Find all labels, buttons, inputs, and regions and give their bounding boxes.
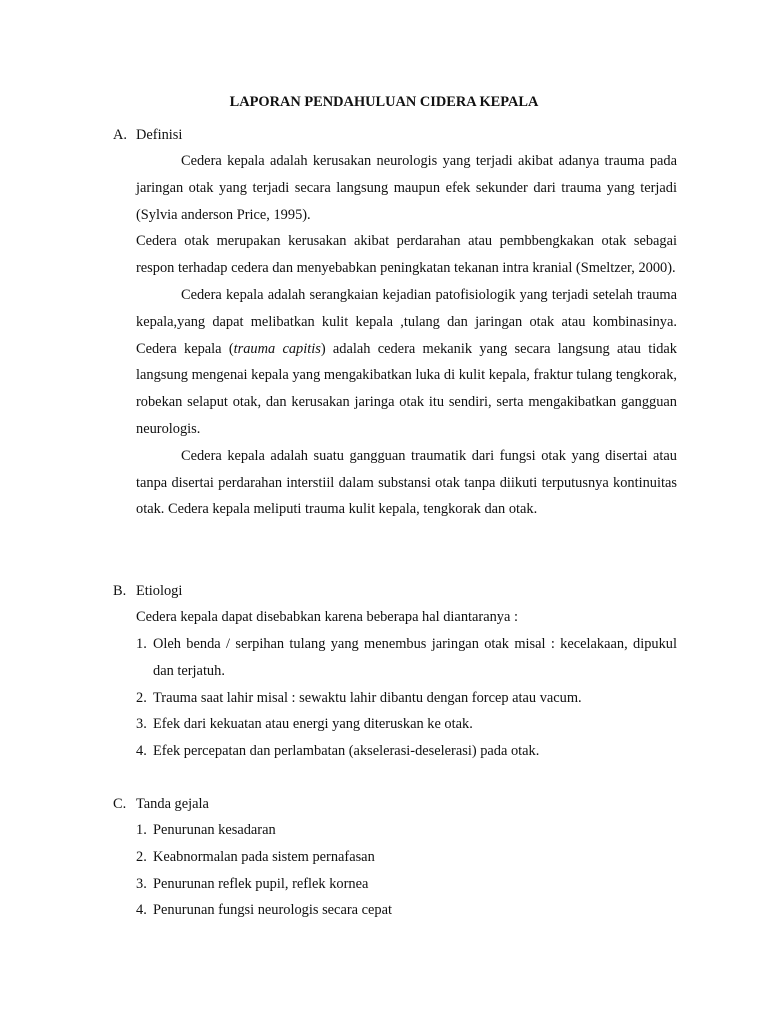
section-a-heading bbox=[113, 127, 182, 144]
list-number: 2. bbox=[136, 689, 147, 706]
list-item-text: Penurunan reflek pupil, reflek kornea bbox=[153, 875, 369, 892]
list-item-text: Penurunan kesadaran bbox=[153, 822, 276, 838]
list-item-text: Efek percepatan dan perlambatan (akselerasi-deselerasi) pada otak. bbox=[153, 743, 540, 760]
list-item-text: Trauma saat lahir misal : sewaktu lahir dibantu dengan forcep atau vacum. bbox=[153, 689, 582, 706]
list-number: 3. bbox=[136, 716, 147, 733]
list-item-text: Efek dari kekuatan atau energi yang diteruskan ke otak. bbox=[153, 716, 473, 733]
list-item bbox=[136, 711, 677, 738]
list-item-text: Oleh benda / serpihan tulang yang menembus jaringan otak misal : kecelakaan, dipukul dan terjatuh. bbox=[153, 636, 677, 679]
etiologi-list bbox=[136, 631, 677, 765]
section-b-heading bbox=[113, 583, 182, 600]
section-b-intro bbox=[136, 604, 677, 631]
list-item bbox=[136, 631, 677, 685]
list-number: 4. bbox=[136, 902, 147, 919]
list-number: 4. bbox=[136, 743, 147, 760]
section-title: Definisi bbox=[136, 127, 183, 143]
section-title: Etiologi bbox=[136, 583, 183, 599]
paragraph: Cedera kepala adalah kerusakan neurologis yang terjadi akibat adanya trauma pada jaringan otak yang terjadi secara langsung maupun efek sekunder dari trauma yang terjadi (Sylvia anderson Price, 1995). bbox=[136, 153, 677, 223]
section-letter: B. bbox=[113, 583, 127, 599]
italic-term: trauma capitis bbox=[233, 340, 321, 357]
list-item bbox=[136, 897, 677, 924]
section-letter: A. bbox=[113, 127, 127, 143]
section-letter: C. bbox=[113, 796, 127, 812]
list-number: 1. bbox=[136, 822, 147, 838]
list-item bbox=[136, 844, 677, 871]
paragraph bbox=[136, 282, 677, 443]
list-item bbox=[136, 738, 677, 765]
section-title: Tanda gejala bbox=[136, 796, 209, 812]
list-item bbox=[136, 871, 677, 898]
list-item bbox=[136, 685, 677, 712]
list-item-text: Penurunan fungsi neurologis secara cepat bbox=[153, 902, 392, 919]
section-a-body bbox=[136, 148, 677, 523]
list-item-text: Keabnormalan pada sistem pernafasan bbox=[153, 848, 375, 865]
document-title: LAPORAN PENDAHULUAN CIDERA KEPALA bbox=[229, 94, 539, 110]
section-c-heading bbox=[113, 796, 209, 813]
paragraph: Cedera kepala adalah suatu gangguan traumatik dari fungsi otak yang disertai atau tanpa disertai perdarahan interstiil dalam substansi otak tanpa diikuti terputusnya kontinuitas otak. Cedera kepala meliputi trauma kulit kepala, tengkorak dan otak. bbox=[136, 447, 677, 518]
paragraph-text: ) adalah cedera mekanik yang secara langsung atau tidak langsung mengenai kepala yang mengakibatkan luka di kulit kepala, fraktur tulang tengkorak, robekan selaput otak, dan kerusakan jaringa otak itu sendiri, serta mengakibatkan gangguan neurologis. bbox=[136, 340, 677, 437]
tanda-gejala-list bbox=[136, 817, 677, 924]
paragraph-text: Cedera kepala adalah serangkaian kejadian patofisiologik yang terjadi setelah trauma kepala,yang dapat melibatkan kulit kepala ,tulang dan jaringan otak atau kombinasinya. Cedera kepala ( bbox=[136, 286, 677, 357]
list-number: 2. bbox=[136, 848, 147, 865]
list-number: 1. bbox=[136, 636, 147, 652]
paragraph: Cedera kepala dapat disebabkan karena beberapa hal diantaranya : bbox=[136, 609, 518, 625]
list-item bbox=[136, 817, 677, 844]
list-number: 3. bbox=[136, 875, 147, 892]
paragraph: Cedera otak merupakan kerusakan akibat perdarahan atau pembbengkakan otak sebagai respon terhadap cedera dan menyebabkan peningkatan tekanan intra kranial (Smeltzer, 2000). bbox=[136, 233, 677, 277]
